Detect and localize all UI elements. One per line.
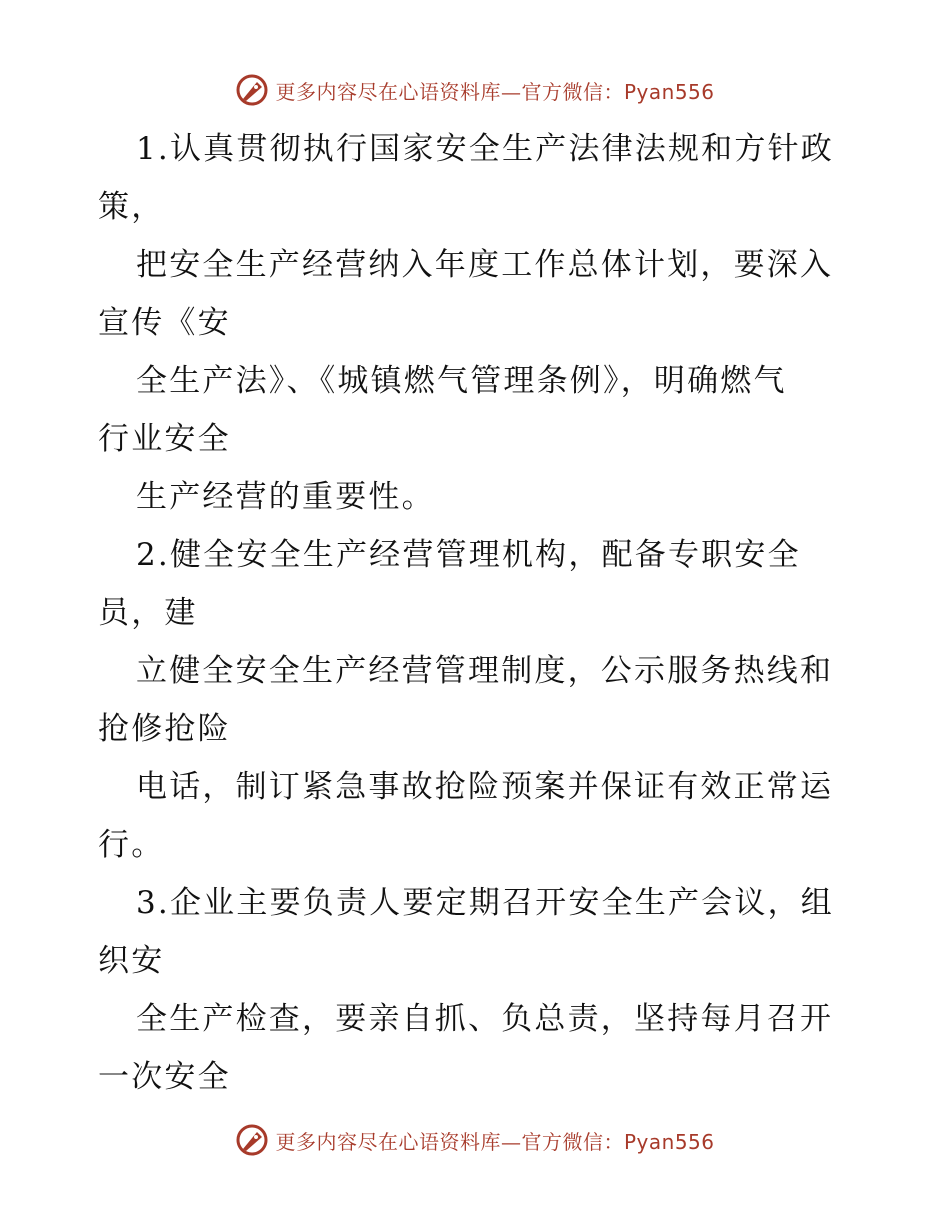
footer-watermark	[0, 1120, 950, 1160]
text-line: 一次安全	[98, 1059, 231, 1095]
text-line: 2.健全安全生产经营管理机构，配备专职安全	[136, 537, 801, 573]
text-line: 把安全生产经营纳入年度工作总体计划，要深入	[136, 247, 834, 283]
text-line: 全生产检查，要亲自抓、负总责，坚持每月召开	[136, 1001, 834, 1037]
header-watermark	[0, 70, 950, 110]
text-line: 抢修抢险	[98, 711, 231, 747]
text-line: 宣传《安	[98, 305, 231, 341]
text-line: 行业安全	[98, 421, 231, 457]
text-line: 策，	[98, 189, 165, 225]
text-line: 员，建	[98, 595, 198, 631]
text-line: 生产经营的重要性。	[136, 479, 435, 515]
text-line: 全生产法》、《城镇燃气管理条例》，明确燃气	[136, 363, 787, 399]
text-line: 立健全安全生产经营管理制度，公示服务热线和	[136, 653, 834, 689]
text-line: 3.企业主要负责人要定期召开安全生产会议，组	[136, 885, 834, 921]
watermark-text: 更多内容尽在心语资料库—官方微信：Pyan556	[275, 1129, 715, 1154]
watermark-text: 更多内容尽在心语资料库—官方微信：Pyan556	[275, 79, 715, 104]
text-line: 1.认真贯彻执行国家安全生产法律法规和方针政	[136, 131, 834, 167]
text-line: 行。	[98, 827, 165, 863]
document-body	[98, 120, 858, 1106]
text-line: 电话，制订紧急事故抢险预案并保证有效正常运	[136, 769, 834, 805]
text-line: 织安	[98, 943, 165, 979]
pen-nib-icon	[235, 1123, 269, 1157]
pen-nib-icon	[235, 73, 269, 107]
